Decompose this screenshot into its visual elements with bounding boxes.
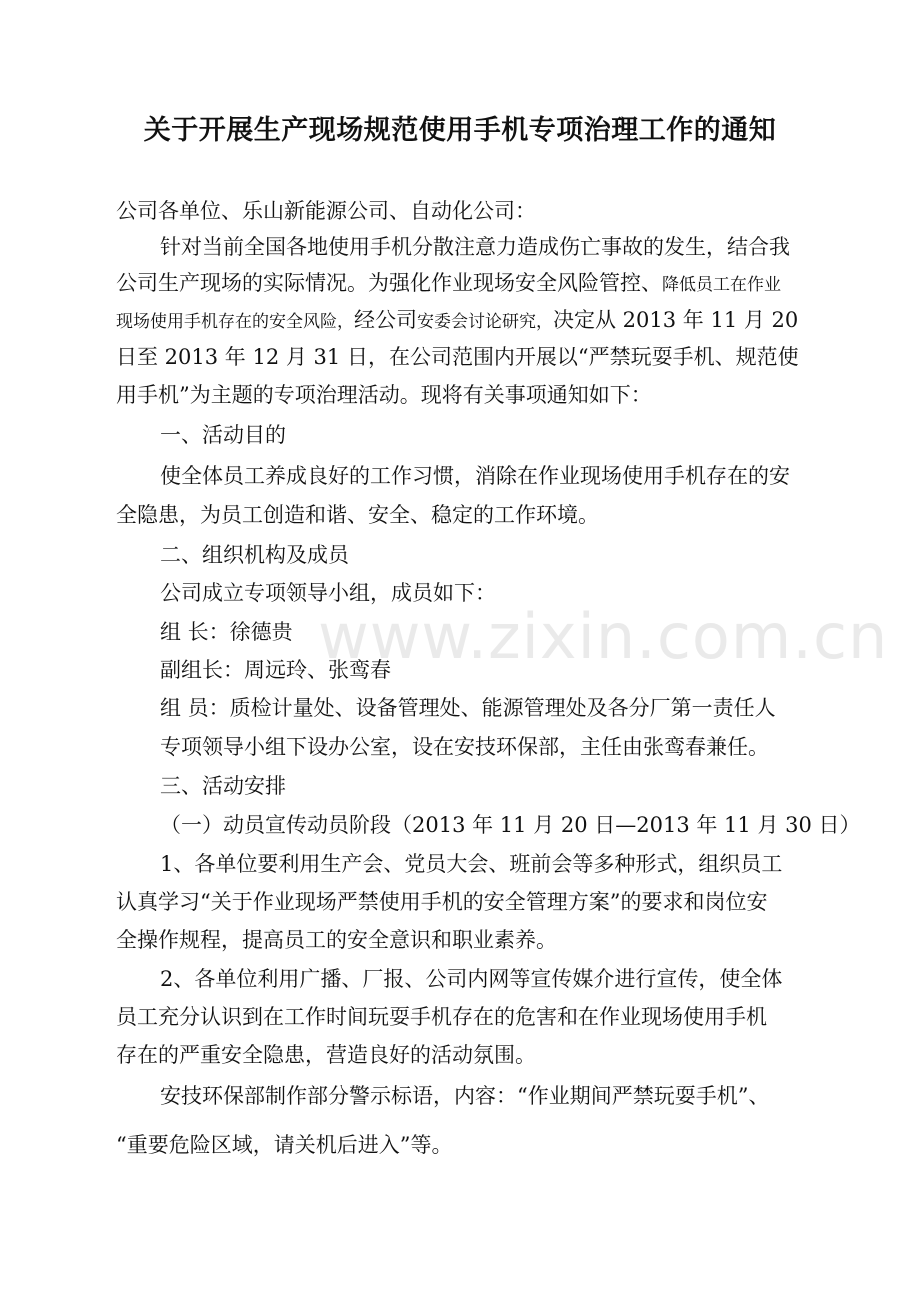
section-2-leader: 组 长：徐德贵 [160,620,293,644]
item-1-line-1: 1、各单位要利用生产会、党员大会、班前会等多种形式，组织员工 [160,852,783,876]
item-2-line-1: 2、各单位利用广播、厂报、公司内网等宣传媒介进行宣传，使全体 [160,967,783,991]
section-1-line-1: 使全体员工养成良好的工作习惯，消除在作业现场使用手机存在的安 [160,464,790,488]
slogans-line-2: “重要危险区域，请关机后进入”等。 [116,1133,453,1157]
item-1-line-3: 全操作规程，提高员工的安全意识和职业素养。 [116,928,557,952]
section-2-intro: 公司成立专项领导小组，成员如下： [160,581,496,605]
intro-line-3-text-b: 决定从 2013 年 11 月 20 [553,308,799,332]
document-title: 关于开展生产现场规范使用手机专项治理工作的通知 [143,115,777,146]
item-2-line-3: 存在的严重安全隐患，营造良好的活动氛围。 [116,1043,536,1067]
intro-line-3-small-a: 现场使用手机存在的安全风险， [116,312,354,332]
intro-line-4: 日至 2013 年 12 月 31 日，在公司范围内开展以“严禁玩耍手机、规范使 [116,345,799,369]
section-2-office: 专项领导小组下设办公室，设在安技环保部，主任由张鸾春兼任。 [160,735,769,759]
section-2-members: 组 员：质检计量处、设备管理处、能源管理处及各分厂第一责任人 [160,696,776,720]
section-1-heading: 一、活动目的 [160,423,286,447]
section-2-heading: 二、组织机构及成员 [160,543,349,567]
section-2-deputy: 副组长：周远玲、张鸾春 [160,658,391,682]
intro-line-2-small: 降低员工在作业 [662,275,781,295]
intro-line-5: 用手机”为主题的专项治理活动。现将有关事项通知如下： [116,383,652,407]
intro-line-3-text-a: 经公司 [354,308,417,332]
salutation: 公司各单位、乐山新能源公司、自动化公司： [116,199,536,223]
watermark-text: www.zixin.com.cn [318,600,889,673]
section-1-line-2: 全隐患，为员工创造和谐、安全、稳定的工作环境。 [116,503,599,527]
section-3-phase-1: （一）动员宣传动员阶段（2013 年 11 月 20 日—2013 年 11 月 30 日） [160,813,861,837]
item-2-line-2: 员工充分认识到在工作时间玩耍手机存在的危害和在作业现场使用手机 [116,1005,767,1029]
intro-line-3 [116,305,798,337]
intro-line-3-small-b: 安委会讨论研究， [417,312,553,332]
intro-line-1: 针对当前全国各地使用手机分散注意力造成伤亡事故的发生，结合我 [160,235,790,259]
section-3-heading: 三、活动安排 [160,774,286,798]
intro-line-2 [116,268,781,300]
item-1-line-2: 认真学习“关于作业现场严禁使用手机的安全管理方案”的要求和岗位安 [116,890,768,914]
slogans-line-1: 安技环保部制作部分警示标语，内容：“作业期间严禁玩耍手机”、 [160,1084,770,1108]
intro-line-2-text: 公司生产现场的实际情况。为强化作业现场安全风险管控、 [116,271,662,295]
